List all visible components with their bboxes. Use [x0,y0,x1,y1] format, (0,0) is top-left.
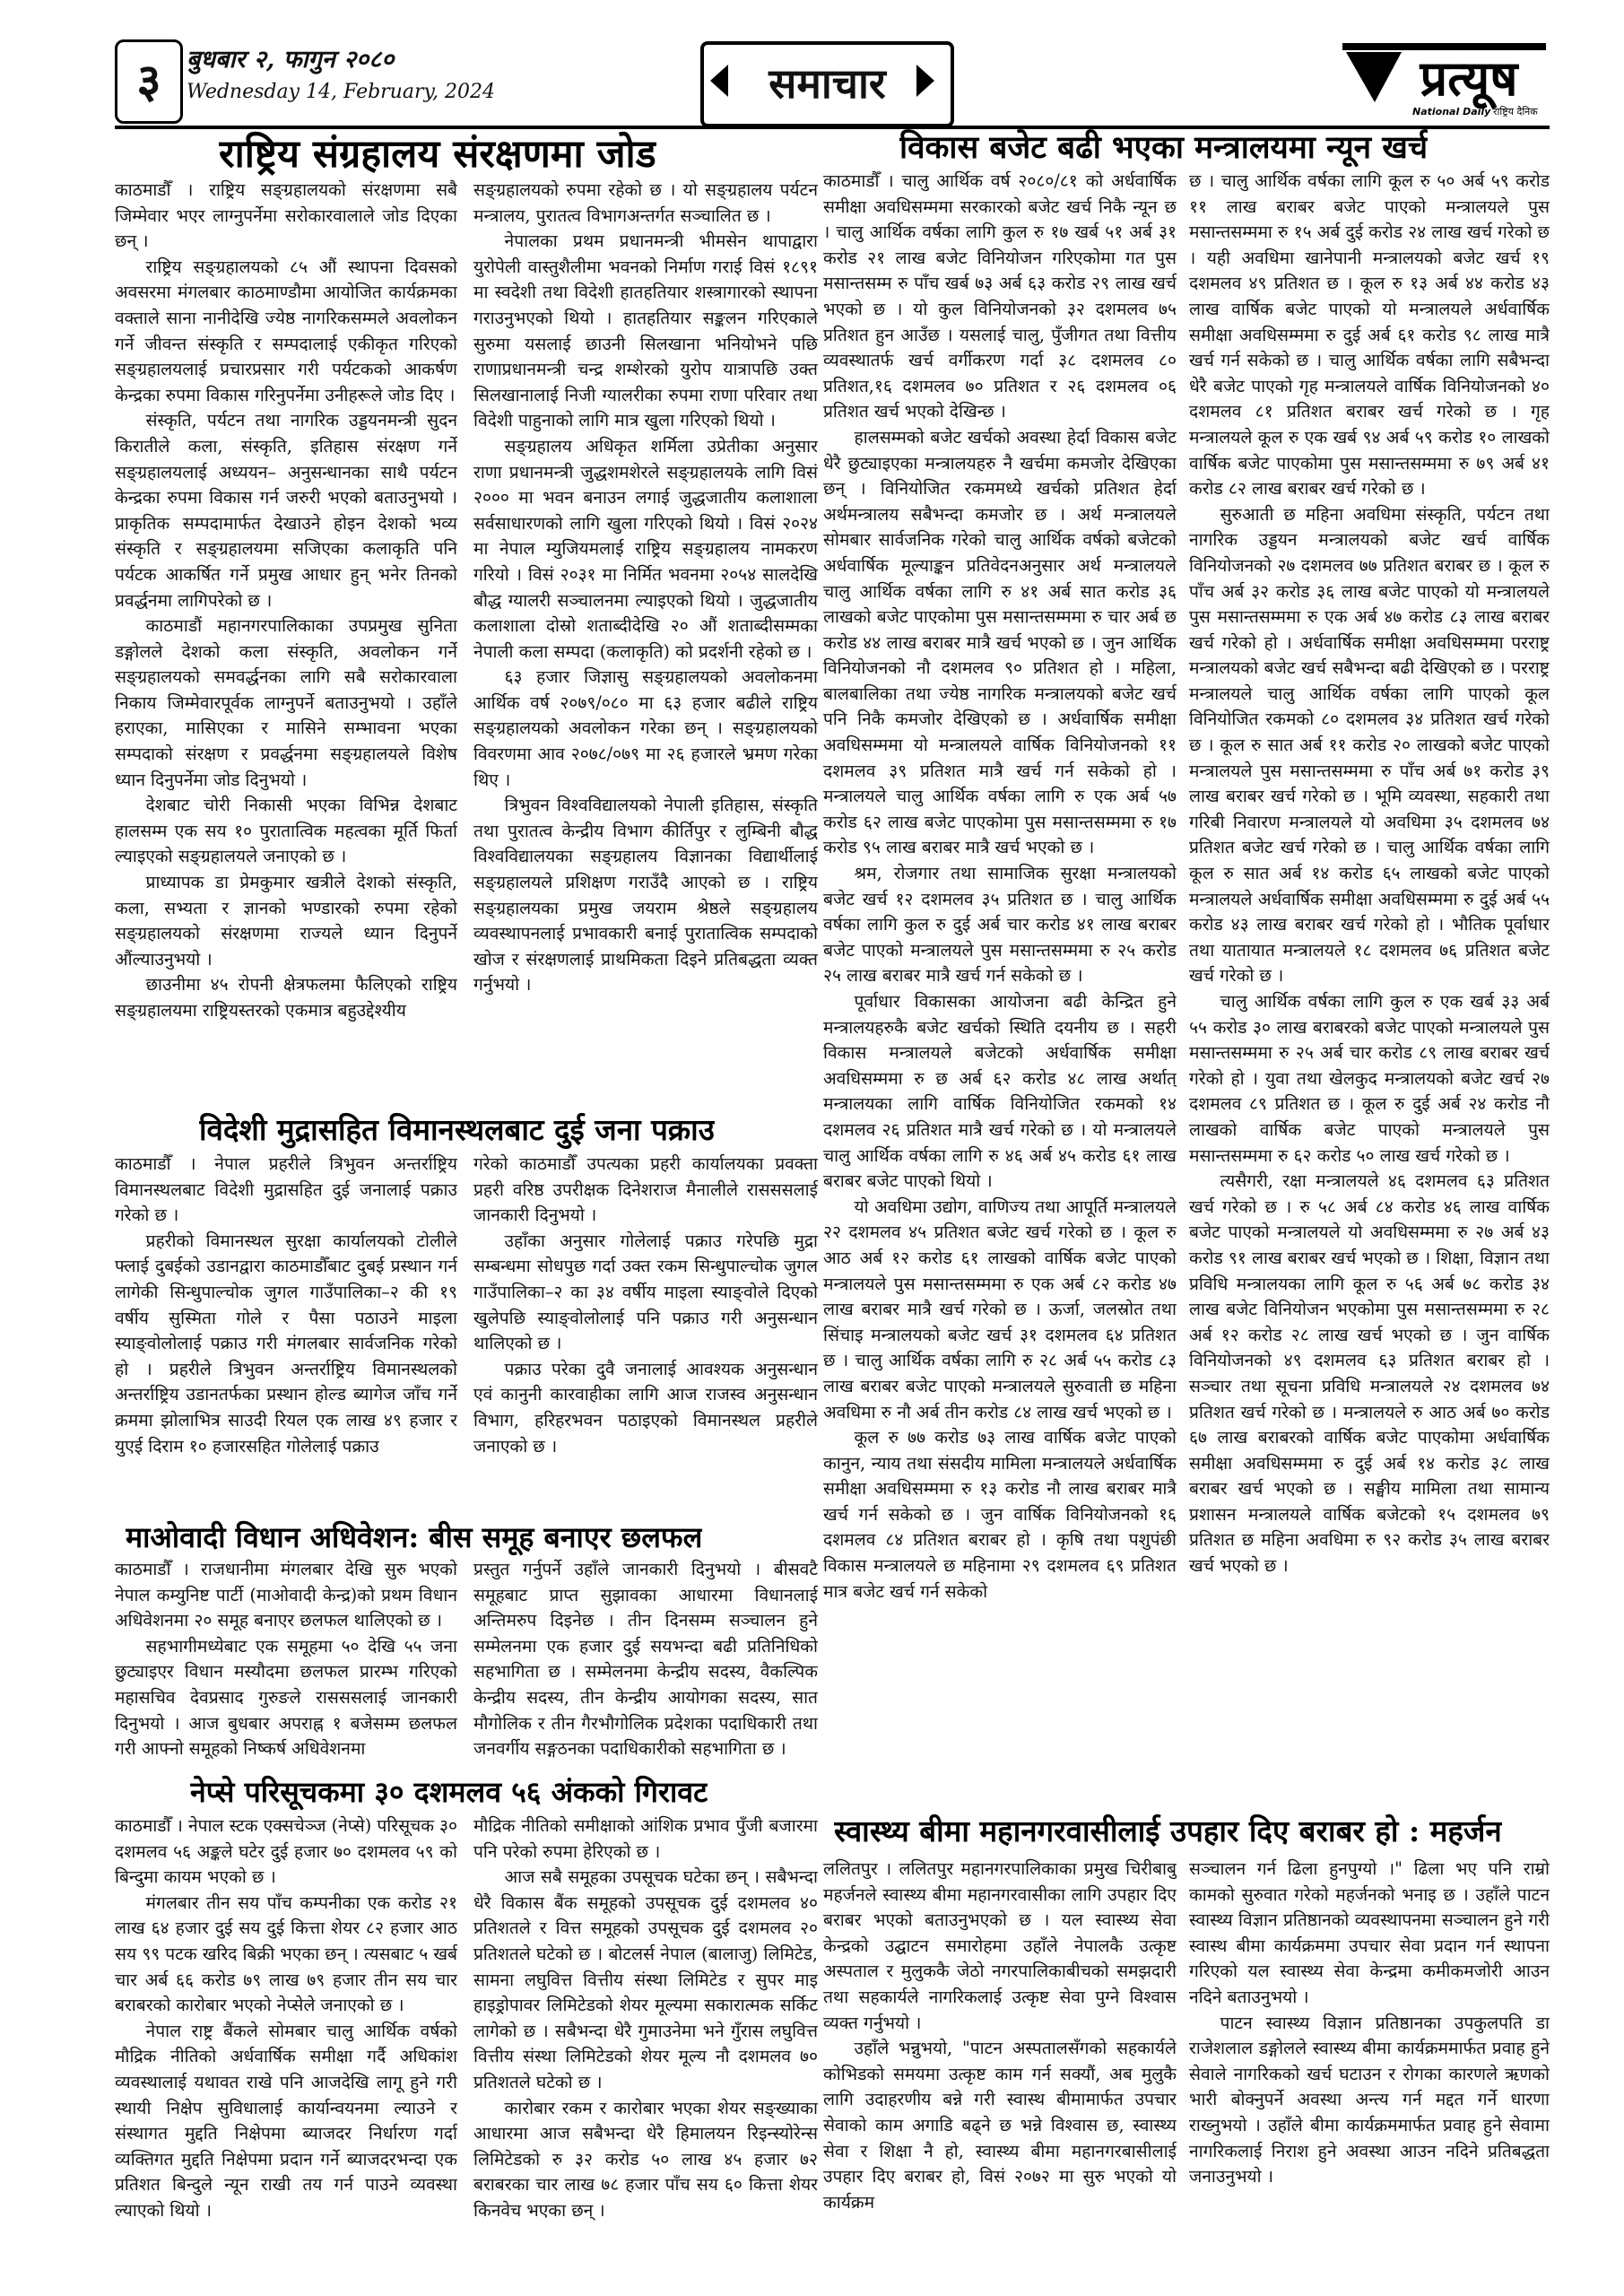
paragraph: प्राध्यापक डा प्रेमकुमार खत्रीले देशको संस्कृति, कला, सभ्यता र ज्ञानको भण्डारको रुपमा रहेको सङ्ग्रहालयको संरक्षणमा राज्यले ध्यान दिनुपर्ने औंल्याउनुभयो । [115,872,457,970]
maoist-col1 [115,1557,457,1772]
date-nepali: बुधबार २, फागुन २०८० [187,46,395,74]
paragraph: मंगलबार तीन सय पाँच कम्पनीका एक करोड २१ लाख ६४ हजार दुई सय दुई कित्ता शेयर ८२ हजार आठ सय ९९ पटक खरिद बिक्री भएका छन् । त्यसबाट ५ खर्ब चार अर्ब ६६ करोड ७९ लाख ७९ हजार तीन सय चार बराबरको कारोबार भएको नेप्सेले जनाएको छ । [115,1892,457,2016]
paragraph: सङ्ग्रहालयको रुपमा रहेको छ । यो सङ्ग्रहालय पर्यटन मन्त्रालय, पुरातत्व विभागअन्तर्गत सञ्चालित छ । [473,179,818,226]
airport-col1 [115,1152,457,1519]
maoist-col2 [473,1557,818,1772]
nepse-headline: नेप्से परिसूचकमा ३० दशमलव ५६ अंकको गिरावट [190,1775,708,1809]
paragraph: उहाँका अनुसार गोलेलाई पक्राउ गरेपछि मुद्रा सम्बन्धमा सोधपुछ गर्दा उक्त रकम सिन्धुपाल्चोक जुगल गाउँपालिका–२ का ३४ वर्षीय माइला स्याङ्वोले दिएको खुलेपछि स्याङ्वोलोलाई पनि पक्राउ गरी अनुसन्धान थालिएको छ । [473,1230,818,1354]
date-english: Wednesday 14, February, 2024 [187,81,495,103]
page-number: ३ [115,39,183,124]
paragraph: श्रम, रोजगार तथा सामाजिक सुरक्षा मन्त्रालयको बजेट खर्च १२ दशमलव ३५ प्रतिशत छ । चालु आर्थिक वर्षका लागि कुल रु दुई अर्ब चार करोड ४१ लाख बराबर बजेट पाएको मन्त्रालयले पुस मसान्तसम्ममा रु २५ करोड २५ लाख बराबर मात्रै खर्च गर्न सकेको छ । [823,863,1177,987]
paragraph: सहभागीमध्येबाट एक समूहमा ५० देखि ५५ जना छुट्याइएर विधान मस्यौदमा छलफल प्रारम्भ गरिएको महासचिव देवप्रसाद गुरुङले रासससलाई जानकारी दिनुभयो । आज बुधबार अपराह्न १ बजेसम्म छलफल गरी आफ्नो समूहको निष्कर्ष अधिवेशनमा [115,1635,457,1760]
paragraph: राष्ट्रिय सङ्ग्रहालयको ८५ औं स्थापना दिवसको अवसरमा मंगलबार काठमाण्डौमा आयोजित कार्यक्रमका वक्ताले साना नानीदेखि ज्येष्ठ नागरिकसम्मले अवलोकन गर्ने जीवन्त संस्कृति र सम्पदालाई एकीकृत गरिएको सङ्ग्रहालयलाई प्रचारप्रसार गरी पर्यटकको आकर्षण केन्द्रका रुपमा विकास गरिनुपर्नेमा उनीहरूले जोड दिए । [115,256,457,405]
paragraph: काठमाडौं महानगरपालिकाका उपप्रमुख सुनिता डङ्गोलले देशको कला संस्कृति, अवलोकन गर्ने सङ्ग्रहालयको समवर्द्धनका लागि सबै सरोकारवाला निकाय जिम्मेवारपूर्वक लाग्नुपर्ने बताउनुभयो । उहाँले हराएका, मासिएका र मासिने सम्भावना भएका सम्पदाको संरक्षण र प्रवर्द्धनमा सङ्ग्रहालयले विशेष ध्यान दिनुपर्नेमा जोड दिनुभयो । [115,615,457,790]
health-col1 [823,1857,1177,2280]
paragraph: सञ्चालन गर्न ढिला हुनपुग्यो ।" ढिला भए पनि राम्रो कामको सुरुवात गरेको महर्जनको भनाइ छ । उहाँले पाटन स्वास्थ्य विज्ञान प्रतिष्ठानको व्यवस्थापनमा सञ्चालन हुने गरी स्वास्थ बीमा कार्यक्रममा उपचार सेवा प्रदान गर्न स्थापना गरिएको यल स्वास्थ्य सेवा केन्द्रमा कमीकमजोरी आउन नदिने बताउनुभयो । [1189,1858,1550,2007]
paragraph: काठमाडौँ । राजधानीमा मंगलबार देखि सुरु भएको नेपाल कम्युनिष्ट पार्टी (माओवादी केन्द्र)को प्रथम विधान अधिवेशनमा २० समूह बनाएर छलफल थालिएको छ । [115,1559,457,1631]
logo-tag-np: राष्ट्रिय दैनिक [1493,106,1538,117]
paragraph: नेपाल राष्ट्र बैंकले सोमबार चालु आर्थिक वर्षको मौद्रिक नीतिको अर्धवार्षिक समीक्षा गर्दै अधिकांश व्यवस्थालाई यथावत राखे पनि आजदेखि लागू हुने गरी स्थायी निक्षेप सुविधालाई कार्यान्वयनमा ल्याउने र संस्थागत मुद्दति निक्षेपमा ब्याजदर निर्धारण गर्दा व्यक्तिगत मुद्दति निक्षेपमा प्रदान गर्ने ब्याजदरभन्दा एक प्रतिशत बिन्दुले न्यून राखी तय गर्न पाउने व्यवस्था ल्याएको थियो । [115,2020,457,2221]
paragraph: चालु आर्थिक वर्षका लागि कुल रु एक खर्ब ३३ अर्ब ५५ करोड ३० लाख बराबरको बजेट पाएको मन्त्रालयले पुस मसान्तसम्ममा रु २५ अर्ब चार करोड ८९ लाख बराबर खर्च गरेको हो । युवा तथा खेलकुद मन्त्रालयको बजेट खर्च २७ दशमलव ८९ प्रतिशत छ । कूल रु दुई अर्ब २४ करोड नौ लाखको वार्षिक बजेट पाएको मन्त्रालयले पुस मसान्तसम्ममा रु ६२ करोड ५० लाख खर्च गरेको छ । [1189,991,1550,1166]
paragraph: नेपालका प्रथम प्रधानमन्त्री भीमसेन थापाद्वारा युरोपेली वास्तुशैलीमा भवनको निर्माण गराई विसं १८९१ मा स्वदेशी तथा विदेशी हातहतियार शस्त्रागारको स्थापना गराउनुभएको थियो । हातहतियार सङ्कलन गरिएकाले सुरुमा यसलाई छाउनी सिलखाना भनियोभने पछि राणाप्रधानमन्त्री चन्द्र शम्शेरको युरोप यात्रापछि उक्त सिलखानालाई निजी ग्यालरीका रुपमा राणा परिवार तथा विदेशी पाहुनाको लागि मात्र खुला गरिएको थियो । [473,230,818,431]
airport-headline: विदेशी मुद्रासहित विमानस्थलबाट दुई जना पक्राउ [199,1112,715,1147]
masthead-logo [1339,39,1550,118]
paragraph: मौद्रिक नीतिको समीक्षाको आंशिक प्रभाव पुँजी बजारमा पनि परेको रुपमा हेरिएको छ । [473,1815,818,1862]
museum-col2 [473,178,818,1106]
paragraph: कूल रु ७७ करोड ७३ लाख वार्षिक बजेट पाएको कानुन, न्याय तथा संसदीय मामिला मन्त्रालयले अर्धवार्षिक समीक्षा अवधिसम्ममा रु १३ करोड नौ लाख बराबर मात्रै खर्च गर्न सकेको छ । जुन वार्षिक विनियोजनको १६ दशमलव ८४ प्रतिशत बराबर हो । कृषि तथा पशुपंछी विकास मन्त्रालयले छ महिनामा २९ दशमलव ६९ प्रतिशत मात्र बजेट खर्च गर्न सकेको [823,1427,1177,1602]
paragraph: छाउनीमा ४५ रोपनी क्षेत्रफलमा फैलिएको राष्ट्रिय सङ्ग्रहालयमा राष्ट्रियस्तरको एकमात्र बहुउद्देश्यीय [115,974,457,1021]
paragraph: काठमाडौँ । राष्ट्रिय सङ्ग्रहालयको संरक्षणमा सबै जिम्मेवार भएर लाग्नुपर्नेमा सरोकारवालाले जोड दिएका छन् । [115,179,457,252]
paragraph: पक्राउ परेका दुवै जनालाई आवश्यक अनुसन्धान एवं कानुनी कारवाहीका लागि आज राजस्व अनुसन्धान विभाग, हरिहरभवन पठाइएको विमानस्थल प्रहरीले जनाएको छ । [473,1358,818,1457]
maoist-headline: माओवादी विधान अधिवेशन: बीस समूह बनाएर छलफल [126,1520,703,1554]
paragraph: त्यसैगरी, रक्षा मन्त्रालयले ४६ दशमलव ६३ प्रतिशत खर्च गरेको छ । रु ५८ अर्ब ८४ करोड ४६ लाख वार्षिक बजेट पाएको मन्त्रालयले यो अवधिसम्ममा रु २७ अर्ब ४३ करोड ९१ लाख बराबर खर्च भएको छ । शिक्षा, विज्ञान तथा प्रविधि मन्त्रालयका लागि कूल रु ५६ अर्ब ७८ करोड ३४ लाख बजेट विनियोजन भएकोमा पुस मसान्तसम्ममा रु २८ अर्ब १२ करोड २८ लाख खर्च भएको छ । जुन वार्षिक विनियोजनको ४९ दशमलव ६३ प्रतिशत बराबर हो । सञ्चार तथा सूचना प्रविधि मन्त्रालयले २४ दशमलव ७४ प्रतिशत खर्च गरेको छ । मन्त्रालयले रु आठ अर्ब ७० करोड ६७ लाख बराबरको वार्षिक बजेट पाएकोमा अर्धवार्षिक समीक्षा अवधिसम्ममा रु दुई अर्ब १४ करोड ३८ लाख बराबर खर्च भएको छ । सङ्घीय मामिला तथा सामान्य प्रशासन मन्त्रालयले वार्षिक बजेटको १५ दशमलव ७९ प्रतिशत छ महिना अवधिमा रु ९२ करोड ३५ लाख बराबर खर्च भएको छ । [1189,1170,1550,1577]
paragraph: प्रस्तुत गर्नुपर्ने उहाँले जानकारी दिनुभयो । बीसवटै समूहबाट प्राप्त सुझावका आधारमा विधानलाई अन्तिमरुप दिइनेछ । तीन दिनसम्म सञ्चालन हुने सम्मेलनमा एक हजार दुई सयभन्दा बढी प्रतिनिधिको सहभागिता छ । सम्मेलनमा केन्द्रीय सदस्य, वैकल्पिक केन्द्रीय सदस्य, तीन केन्द्रीय आयोगका सदस्य, सात मौगोलिक र तीन गैरभौगोलिक प्रदेशका पदाधिकारी तथा जनवर्गीय सङ्गठनका पदाधिकारीको सहभागिता छ । [473,1559,818,1760]
paragraph: कारोबार रकम र कारोबार भएका शेयर सङ्ख्याका आधारमा आज सबैभन्दा धेरै हिमालयन रिइन्स्योरेन्स लिमिटेडको रु ३२ करोड ५० लाख ४५ हजार ७२ बराबरका चार लाख ७८ हजार पाँच सय ६० कित्ता शेयर किनवेच भएका छन् । [473,2097,818,2221]
paragraph: गरेको काठमाडौँ उपत्यका प्रहरी कार्यालयका प्रवक्ता प्रहरी वरिष्ठ उपरीक्षक दिनेशराज मैनालीले रासससलाई जानकारी दिनुभयो । [473,1153,818,1226]
airport-col2 [473,1152,818,1519]
nepse-col2 [473,1813,818,2280]
paragraph: यो अवधिमा उद्योग, वाणिज्य तथा आपूर्ति मन्त्रालयले २२ दशमलव ४५ प्रतिशत बजेट खर्च गरेको छ । कूल रु आठ अर्ब १२ करोड ६१ लाखको वार्षिक बजेट पाएको मन्त्रालयले पुस मसान्तसम्ममा रु एक अर्ब ८२ करोड ४७ लाख बराबर मात्रै खर्च गरेको छ । ऊर्जा, जलस्रोत तथा सिंचाइ मन्त्रालयको बजेट खर्च ३१ दशमलव ६४ प्रतिशत छ । चालु आर्थिक वर्षका लागि रु २८ अर्ब ५५ करोड ८३ लाख बराबर बजेट पाएको मन्त्रालयले सुरुवाती छ महिना अवधिमा रु नौ अर्ब तीन करोड ८४ लाख खर्च भएको छ । [823,1196,1177,1422]
paragraph: प्रहरीको विमानस्थल सुरक्षा कार्यालयको टोलीले फ्लाई दुबईको उडानद्वारा काठमाडौँबाट दुबई प्रस्थान गर्न लागेकी सिन्धुपाल्चोक जुगल गाउँपालिका–२ की १९ वर्षीय सुस्मिता गोले र पैसा पठाउने माइला स्याङ्वोलोलाई पक्राउ गरी मंगलबार सार्वजनिक गरेको हो । प्रहरीले त्रिभुवन अन्तर्राष्ट्रिय विमानस्थलको अन्तर्राष्ट्रिय उडानतर्फका प्रस्थान होल्ड ब्यागेज जाँच गर्ने क्रममा झोलाभित्र साउदी रियल एक लाख ४९ हजार र युएई दिराम १० हजारसहित गोलेलाई पक्राउ [115,1230,457,1457]
paragraph: ६३ हजार जिज्ञासु सङ्ग्रहालयको अवलोकनमा आर्थिक वर्ष २०७९/०८० मा ६३ हजार बढीले राष्ट्रिय सङ्ग्रहालयको अवलोकन गरेका छन् । सङ्ग्रहालयको विवरणमा आव २०७८/०७९ मा २६ हजारले भ्रमण गरेका थिए । [473,666,818,790]
museum-col1 [115,178,457,1106]
paragraph: काठमाडौँ । चालु आर्थिक वर्ष २०८०/८१ को अर्धवार्षिक समीक्षा अवधिसम्ममा सरकारको बजेट खर्च निकै न्यून छ । चालु आर्थिक वर्षका लागि कुल रु १७ खर्ब ५१ अर्ब ३१ करोड २१ लाख बजेट विनियोजन गरिएकोमा गत पुस मसान्तसम्म रु पाँच खर्ब ७३ अर्ब ६३ करोड २९ लाख खर्च भएको छ । यो कुल विनियोजनको ३२ दशमलव ७५ प्रतिशत हुन आउँछ । यसलाई चालु, पुँजीगत तथा वित्तीय व्यवस्थातर्फ खर्च वर्गीकरण गर्दा ३८ दशमलव ८० प्रतिशत,१६ दशमलव ७० प्रतिशत र २६ दशमलव ०६ प्रतिशत खर्च भएको देखिन्छ । [823,170,1177,422]
arrow-left-icon [710,65,728,97]
section-title: समाचार [700,41,954,127]
paragraph: त्रिभुवन विश्वविद्यालयको नेपाली इतिहास, संस्कृति तथा पुरातत्व केन्द्रीय विभाग कीर्तिपुर र लुम्बिनी बौद्ध विश्वविद्यालयका सङ्ग्रहालय विज्ञानका विद्यार्थीलाई सङ्ग्रहालयले प्रशिक्षण गराउँदै आएको छ । राष्ट्रिय सङ्ग्रहालयका प्रमुख जयराम श्रेष्ठले सङ्ग्रहालय व्यवस्थापनलाई प्रभावकारी बनाई पुरातात्विक सम्पदाको खोज र संरक्षणलाई प्राथमिकता दिइने प्रतिबद्धता व्यक्त गर्नुभयो । [473,795,818,996]
nepse-col1 [115,1813,457,2280]
health-col2 [1189,1857,1550,2280]
paragraph: पूर्वाधार विकासका आयोजना बढी केन्द्रित हुने मन्त्रालयहरुकै बजेट खर्चको स्थिति दयनीय छ । सहरी विकास मन्त्रालयले बजेटको अर्धवार्षिक समीक्षा अवधिसम्ममा रु छ अर्ब ६२ करोड ४८ लाख अर्थात् मन्त्रालयका लागि वार्षिक विनियोजित रकमको १४ दशमलव २६ प्रतिशत मात्रै खर्च गरेको छ । यो मन्त्रालयले चालु आर्थिक वर्षका लागि रु ४६ अर्ब ४५ करोड ६१ लाख बराबर बजेट पाएको थियो । [823,991,1177,1192]
paragraph: काठमाडौँ । नेपाल प्रहरीले त्रिभुवन अन्तर्राष्ट्रिय विमानस्थलबाट विदेशी मुद्रासहित दुई जनालाई पक्राउ गरेको छ । [115,1153,457,1226]
paragraph: आज सबै समूहका उपसूचक घटेका छन् । सबैभन्दा धेरै विकास बैंक समूहको उपसूचक दुई दशमलव ४० प्रतिशतले र वित्त समूहको उपसूचक दुई दशमलव २० प्रतिशतले घटेको छ । बोटलर्स नेपाल (बालाजु) लिमिटेड, सामना लघुवित्त वित्तीय संस्था लिमिटेड र सुपर माइ हाइड्रोपावर लिमिटेडको शेयर मूल्यमा सकारात्मक सर्किट लागेको छ । सबैभन्दा धेरै गुमाउनेमा भने गुँरास लघुवित्त वित्तीय संस्था लिमिटेडको शेयर मूल्य नौ दशमलव ७० प्रतिशतले घटेको छ । [473,1866,818,2092]
paragraph: देशबाट चोरी निकासी भएका विभिन्न देशबाट हालसम्म एक सय १० पुरातात्विक महत्वका मूर्ति फिर्ता ल्याइएको सङ्ग्रहालयले जनाएको छ । [115,795,457,867]
arrow-right-icon [916,65,934,97]
budget-col2 [1189,169,1550,1810]
logo-tag-en: National Daily [1412,106,1491,117]
paragraph: काठमाडौँ । नेपाल स्टक एक्सचेञ्ज (नेप्से) परिसूचक ३० दशमलव ५६ अङ्कले घटेर दुई हजार ७० दशमलव ५९ को बिन्दुमा कायम भएको छ । [115,1815,457,1888]
paragraph: सुरुआती छ महिना अवधिमा संस्कृति, पर्यटन तथा नागरिक उड्डयन मन्त्रालयको बजेट खर्च वार्षिक विनियोजनको २७ दशमलव ७७ प्रतिशत बराबर छ । कूल रु पाँच अर्ब ३२ करोड ३६ लाख बजेट पाएको यो मन्त्रालयले पुस मसान्तसम्ममा रु एक अर्ब ४७ करोड ८३ लाख बराबर खर्च गरेको हो । अर्धवार्षिक समीक्षा अवधिसम्ममा परराष्ट्र मन्त्रालयको बजेट खर्च सबैभन्दा बढी देखिएको छ । परराष्ट्र मन्त्रालयले चालु आर्थिक वर्षका लागि पाएको कूल विनियोजित रकमको ८० दशमलव ३४ प्रतिशत खर्च गरेको छ । कूल रु सात अर्ब ११ करोड २० लाखको बजेट पाएको मन्त्रालयले पुस मसान्तसम्ममा रु पाँच अर्ब ७१ करोड ३९ लाख बराबर खर्च गरेको छ । भूमि व्यवस्था, सहकारी तथा गरिबी निवारण मन्त्रालयले यो अवधिमा ३५ दशमलव ७४ प्रतिशत बजेट खर्च गरेको छ । चालु आर्थिक वर्षका लागि कूल रु सात अर्ब १४ करोड ६५ लाखको बजेट पाएको मन्त्रालयले अर्धवार्षिक समीक्षा अवधिसम्ममा रु दुई अर्ब ५५ करोड ४३ लाख बराबर खर्च गरेको हो । भौतिक पूर्वाधार तथा यातायात मन्त्रालयले १८ दशमलव ७६ प्रतिशत बजेट खर्च गरेको छ । [1189,503,1550,987]
paragraph: उहाँले भन्नुभयो, "पाटन अस्पतालसँगको सहकार्यले कोभिडको समयमा उत्कृष्ट काम गर्न सक्यौं, अब मुलुकै लागि उदाहरणीय बन्ने गरी स्वास्थ बीमामार्फत उपचार सेवाको काम अगाडि बढ्ने छ भन्ने विश्वास छ, स्वास्थ्य सेवा र शिक्षा नै हो, स्वास्थ्य बीमा महानगरबासीलाई उपहार दिए बराबर हो, विसं २०७२ मा सुरु भएको यो कार्यक्रम [823,2038,1177,2213]
logo-text: प्रत्यूष [1420,49,1518,107]
paragraph: ललितपुर । ललितपुर महानगरपालिकाका प्रमुख चिरीबाबु महर्जनले स्वास्थ्य बीमा महानगरवासीका लागि उपहार दिए बराबर भएको बताउनुभएको छ । यल स्वास्थ्य सेवा केन्द्रको उद्घाटन समारोहमा उहाँले नेपालकै उत्कृष्ट अस्पताल र मुलुककै जेठो नगरपालिकाबीचको समझदारी तथा सहकार्यले नागरिकलाई उत्कृष्ट सेवा पुग्ने विश्वास व्यक्त गर्नुभयो । [823,1858,1177,2033]
paragraph: संस्कृति, पर्यटन तथा नागरिक उड्डयनमन्त्री सुदन किरातीले कला, संस्कृति, इतिहास संरक्षण गर्ने सङ्ग्रहालयलाई अध्ययन– अनुसन्धानका साथै पर्यटन केन्द्रका रुपमा विकास गर्न जरुरी भएको बताउनुभयो । प्राकृतिक सम्पदामार्फत देखाउने होइन देशको भव्य संस्कृति र सङ्ग्रहालयमा सजिएका कलाकृति पनि पर्यटक आकर्षित गर्ने प्रमुख आधार हुन् भनेर तिनको प्रवर्द्धनमा लागिपरेको छ । [115,410,457,611]
paragraph: हालसम्मको बजेट खर्चको अवस्था हेर्दा विकास बजेट धेरै छुट्याइएका मन्त्रालयहरु नै खर्चमा कमजोर देखिएका छन् । विनियोजित रकममध्ये खर्चको प्रतिशत हेर्दा अर्थमन्त्रालय सबैभन्दा कमजोर छ । अर्थ मन्त्रालयले सोमबार सार्वजनिक गरेको चालु आर्थिक वर्षको बजेटको अर्धवार्षिक मूल्याङ्कन प्रतिवेदनअनुसार अर्थ मन्त्रालयले चालु आर्थिक वर्षका लागि रु ४१ अर्ब सात करोड ३६ लाखको बजेट पाएकोमा पुस मसान्तसम्ममा रु चार अर्ब छ करोड ४४ लाख बराबर मात्रै खर्च भएको छ । जुन आर्थिक विनियोजनको नौ दशमलव ९० प्रतिशत हो । महिला, बालबालिका तथा ज्येष्ठ नागरिक मन्त्रालयको बजेट खर्च पनि निकै कमजोर देखिएको छ । अर्धवार्षिक समीक्षा अवधिसम्ममा यो मन्त्रालयले वार्षिक विनियोजनको ११ दशमलव ३९ प्रतिशत मात्रै खर्च गर्न सकेको हो । मन्त्रालयले चालु आर्थिक वर्षका लागि रु एक अर्ब ५७ करोड ६२ लाख बजेट पाएकोमा पुस मसान्तसम्ममा रु १७ करोड ९५ लाख बराबर मात्रै खर्च भएको छ । [823,426,1177,858]
museum-headline: राष्ट्रिय संग्रहालय संरक्षणमा जोड [219,132,656,177]
budget-headline: विकास बजेट बढी भएका मन्त्रालयमा न्यून खर्च [899,129,1429,166]
health-headline: स्वास्थ्य बीमा महानगरवासीलाई उपहार दिए बराबर हो : महर्जन [834,1813,1502,1848]
budget-col1 [823,169,1177,1810]
paragraph: पाटन स्वास्थ्य विज्ञान प्रतिष्ठानका उपकुलपति डा राजेशलाल डङ्गोलले स्वास्थ्य बीमा कार्यक्रममार्फत प्रवाह हुने सेवाले नागरिकको खर्च घटाउन र रोगका कारणले ऋणको भारी बोक्नुपर्ने अवस्था अन्त्य गर्न मद्दत गर्ने धारणा राख्नुभयो । उहाँले बीमा कार्यक्रममार्फत प्रवाह हुने सेवामा नागरिकलाई निराश हुने अवस्था आउन नदिने प्रतिबद्धता जनाउनुभयो । [1189,2012,1550,2187]
paragraph: छ । चालु आर्थिक वर्षका लागि कूल रु ५० अर्ब ५९ करोड ११ लाख बराबर बजेट पाएको मन्त्रालयले पुस मसान्तसम्ममा रु १५ अर्ब दुई करोड २४ लाख खर्च गरेको छ । यही अवधिमा खानेपानी मन्त्रालयको बजेट खर्च १९ दशमलव ४९ प्रतिशत छ । कूल रु १३ अर्ब ४४ करोड ४३ लाख वार्षिक बजेट पाएको यो मन्त्रालयले अर्धवार्षिक समीक्षा अवधिसम्ममा रु दुई अर्ब ६१ करोड ९८ लाख मात्रै खर्च गर्न सकेको छ । चालु आर्थिक वर्षका लागि सबैभन्दा धेरै बजेट पाएको गृह मन्त्रालयले वार्षिक विनियोजनको ४० दशमलव ८१ प्रतिशत बराबर खर्च गरेको छ । गृह मन्त्रालयले कूल रु एक खर्ब ९४ अर्ब ५९ करोड १० लाखको वार्षिक बजेट पाएकोमा पुस मसान्तसम्ममा रु ७९ अर्ब ४१ करोड ८२ लाख बराबर खर्च गरेको छ । [1189,170,1550,500]
paragraph: सङ्ग्रहालय अधिकृत शर्मिला उप्रेतीका अनुसार राणा प्रधानमन्त्री जुद्धशमशेरले सङ्ग्रहालयके लागि विसं २००० मा भवन बनाउन लगाई जुद्धजातीय कलाशाला सर्वसाधारणको लागि खुला गरिएको थियो । विसं २०२४ मा नेपाल म्युजियमलाई राष्ट्रिय सङ्ग्रहालय नामकरण गरियो । विसं २०३१ मा निर्मित भवनमा २०५४ सालदेखि बौद्ध ग्यालरी सञ्चालनमा ल्याइएको थियो । जुद्धजातीय कलाशाला दोस्रो शताब्दीदेखि २० औं शताब्दीसम्मका नेपाली कला सम्पदा (कलाकृति) को प्रदर्शनी रहेको छ । [473,435,818,662]
